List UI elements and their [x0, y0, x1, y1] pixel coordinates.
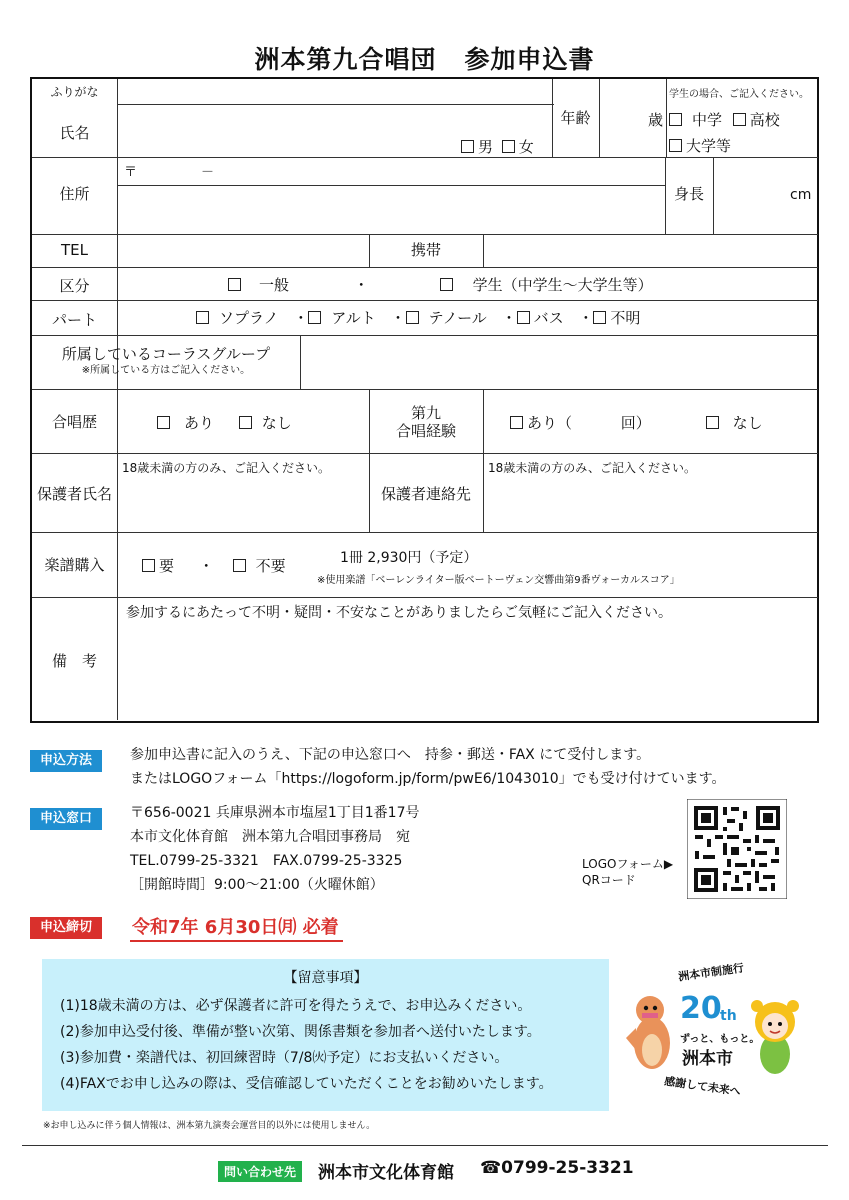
part-separator: ・ — [501, 309, 517, 327]
logo-mid-text: ずっと、もっと。 — [680, 1034, 760, 1045]
postal-dash: － — [201, 165, 215, 180]
score-no-need-checkbox[interactable] — [233, 559, 246, 572]
soprano-label: ソプラノ — [219, 309, 279, 327]
ninth-no-checkbox[interactable] — [706, 416, 719, 429]
category-options — [228, 274, 653, 295]
apply-window-tag: 申込窓口 — [30, 808, 102, 830]
score-need-checkbox[interactable] — [142, 559, 155, 572]
chorus-group-label: 所属しているコーラスグループ — [61, 345, 271, 363]
guardian-contact-label: 保護者連絡先 — [380, 485, 471, 503]
mascot-fish-icon — [622, 988, 677, 1073]
alto-label: アルト — [331, 309, 376, 327]
score-options — [142, 555, 286, 576]
ninth-yes-checkbox[interactable] — [510, 416, 523, 429]
furigana-label: ふりがな — [50, 85, 99, 99]
age-unit: 歳 — [648, 111, 664, 129]
page-title — [0, 40, 849, 76]
address-label: 住所 — [59, 185, 90, 203]
apply-method-line2: またはLOGOフォーム「https://logoform.jp/form/pwE6/1043010」でも受け付けています。 — [130, 771, 726, 787]
tel-label: TEL — [61, 241, 88, 259]
part-options — [196, 307, 640, 328]
part-separator: ・ — [578, 309, 594, 327]
privacy-note: ※お申し込みに伴う個人情報は、洲本第九演奏会運営目的以外には使用しません。 — [43, 1121, 376, 1131]
university-label: 大学等 — [686, 137, 732, 155]
logo-bottom-text: 感謝して未来へ — [663, 1074, 742, 1099]
anniversary-logo — [620, 958, 805, 1108]
tenor-checkbox[interactable] — [406, 311, 419, 324]
note-item: (2)参加申込受付後、準備が整い次第、関係書類を参加者へ送付いたします。 — [60, 1024, 541, 1040]
ninth-options — [510, 412, 763, 433]
notes-box — [42, 959, 609, 1111]
note-item: (1)18歳未満の方は、必ず保護者に許可を得たうえで、お申込みください。 — [60, 998, 532, 1014]
university-checkbox[interactable] — [669, 139, 682, 152]
male-checkbox[interactable] — [461, 140, 474, 153]
logo-20: 20 — [680, 991, 722, 1026]
age-label: 年齢 — [560, 109, 591, 127]
tenor-label: テノール — [428, 309, 487, 327]
soprano-checkbox[interactable] — [196, 311, 209, 324]
contact-label-tag: 問い合わせ先 — [218, 1161, 302, 1182]
high-school-label: 高校 — [749, 111, 780, 129]
school-options-1 — [669, 109, 780, 130]
general-checkbox[interactable] — [228, 278, 241, 291]
guardian-name-label: 保護者氏名 — [36, 485, 112, 503]
part-separator: ・ — [293, 309, 309, 327]
student-note: 学生の場合、ご記入ください。 — [669, 89, 809, 100]
ninth-yes-label: あり（ — [527, 414, 573, 432]
apply-method-tag: 申込方法 — [30, 750, 102, 772]
chorus-history-options — [157, 412, 292, 433]
score-note: ※使用楽譜「ベーレンライター版ベートーヴェン交響曲第9番ヴォーカルスコア」 — [317, 575, 680, 586]
student-label: 学生（中学生～大学生等） — [472, 276, 653, 294]
score-need-label: 要 — [159, 557, 175, 575]
logo-top-text: 洲本市制施行 — [677, 961, 745, 984]
logo-th: th — [720, 1008, 737, 1024]
unknown-part-label: 不明 — [610, 309, 641, 327]
female-label: 女 — [518, 138, 534, 156]
ninth-label-2: 合唱経験 — [395, 422, 456, 440]
history-no-label: なし — [261, 414, 292, 432]
mobile-label: 携帯 — [410, 241, 441, 259]
postal-mark: 〒 — [124, 165, 138, 180]
part-separator: ・ — [390, 309, 406, 327]
qr-label-2: QRコード — [582, 873, 636, 887]
unknown-part-checkbox[interactable] — [593, 311, 606, 324]
male-label: 男 — [478, 138, 494, 156]
deadline-text: 令和7年 6月30日㈪ 必着 — [130, 913, 343, 942]
junior-high-label: 中学 — [692, 111, 723, 129]
bass-label: バス — [533, 309, 564, 327]
ninth-times-label: 回） — [620, 414, 651, 432]
apply-window-hours: ［開館時間］9:00～21:00（火曜休館） — [130, 877, 384, 893]
junior-high-checkbox[interactable] — [669, 113, 682, 126]
alto-checkbox[interactable] — [308, 311, 321, 324]
guardian-name-note: 18歳未満の方のみ、ご記入ください。 — [122, 461, 330, 475]
note-item: (4)FAXでお申し込みの際は、受信確認していただくことをお勧めいたします。 — [60, 1076, 553, 1092]
footer-org: 洲本市文化体育館 — [318, 1163, 454, 1183]
category-separator: ・ — [353, 276, 369, 294]
apply-window-address: 〒656-0021 兵庫県洲本市塩屋1丁目1番17号 — [130, 805, 420, 821]
application-form — [30, 77, 819, 723]
remarks-label: 備 考 — [51, 652, 97, 670]
female-checkbox[interactable] — [502, 140, 515, 153]
general-label: 一般 — [259, 276, 290, 294]
apply-window-recipient: 本市文化体育館 洲本第九合唱団事務局 宛 — [130, 829, 410, 845]
gender-options — [461, 136, 534, 157]
ninth-label-1: 第九 — [410, 404, 441, 422]
score-separator: ・ — [198, 557, 214, 575]
qr-label: LOGOフォーム▶ — [582, 857, 674, 871]
apply-window-tel-fax: TEL.0799-25-3321 FAX.0799-25-3325 — [130, 853, 403, 869]
footer-phone[interactable]: ☎0799-25-3321 — [480, 1158, 634, 1178]
apply-method-line1: 参加申込書に記入のうえ、下記の申込窓口へ 持参・郵送・FAX にて受付します。 — [130, 747, 651, 763]
deadline-tag: 申込締切 — [30, 917, 102, 939]
note-item: (3)参加費・楽譜代は、初回練習時（7/8㈫予定）にお支払いください。 — [60, 1050, 509, 1066]
category-label: 区分 — [59, 277, 90, 295]
height-label: 身長 — [673, 185, 704, 203]
name-label: 氏名 — [59, 124, 90, 142]
remarks-text: 参加するにあたって不明・疑問・不安なことがありましたらご気軽にご記入ください。 — [126, 605, 672, 621]
title-org: 洲本第九合唱団 — [254, 45, 437, 74]
history-no-checkbox[interactable] — [239, 416, 252, 429]
high-school-checkbox[interactable] — [733, 113, 746, 126]
mascot-kid-icon — [748, 994, 803, 1076]
title-doc: 参加申込書 — [464, 45, 595, 74]
chorus-history-label: 合唱歴 — [51, 413, 97, 431]
qr-code[interactable] — [687, 799, 787, 899]
footer-divider — [22, 1145, 828, 1146]
school-options-2 — [669, 135, 731, 156]
chorus-group-note: ※所属している方はご記入ください。 — [81, 365, 251, 376]
history-yes-checkbox[interactable] — [157, 416, 170, 429]
bass-checkbox[interactable] — [517, 311, 530, 324]
student-checkbox[interactable] — [440, 278, 453, 291]
guardian-contact-note: 18歳未満の方のみ、ご記入ください。 — [488, 461, 696, 475]
ninth-no-label: なし — [732, 414, 763, 432]
part-label: パート — [51, 311, 97, 329]
logo-city: 洲本市 — [682, 1049, 733, 1069]
score-price: 1冊 2,930円（予定） — [340, 550, 478, 566]
score-no-need-label: 不要 — [255, 557, 286, 575]
history-yes-label: あり — [184, 414, 215, 432]
height-unit: cm — [790, 187, 812, 203]
score-purchase-label: 楽譜購入 — [44, 556, 105, 574]
notes-title: 【留意事項】 — [283, 970, 368, 986]
